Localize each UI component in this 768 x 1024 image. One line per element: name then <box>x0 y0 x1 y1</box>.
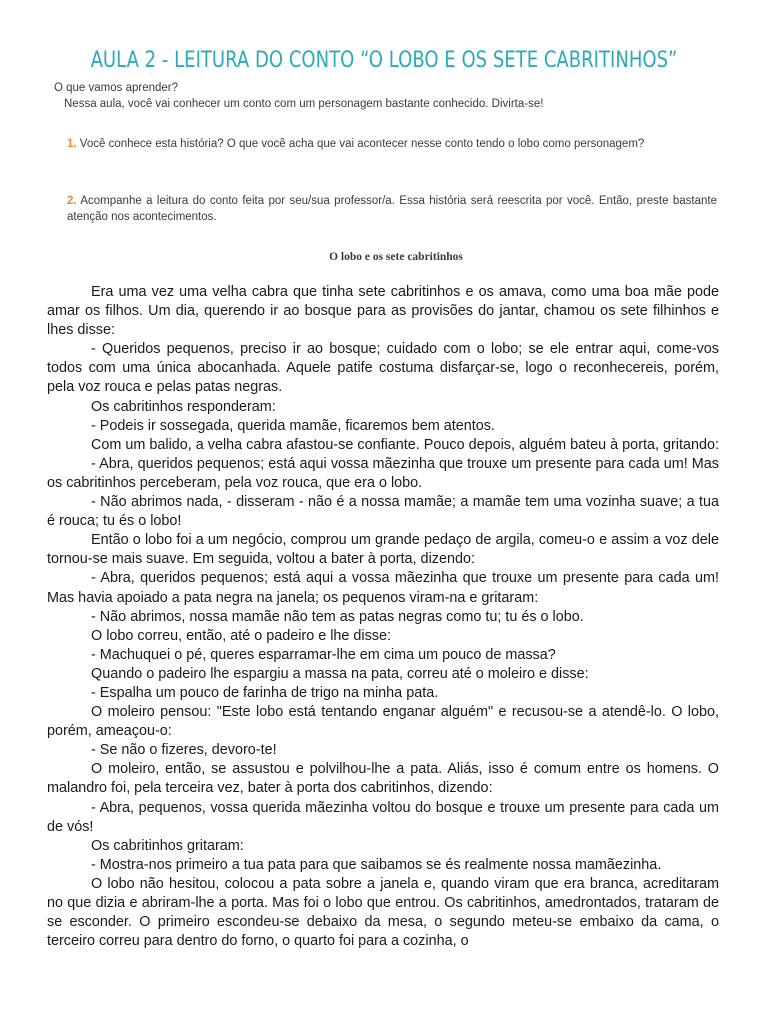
story-paragraph: - Machuquei o pé, queres esparramar-lhe em cima um pouco de massa? <box>91 646 556 663</box>
story-paragraph: Os cabritinhos responderam: <box>91 398 276 415</box>
story-paragraph: - Espalha um pouco de farinha de trigo na minha pata. <box>91 684 439 701</box>
story-paragraph: - Não abrimos nada, - disseram - não é a nossa mamãe; a mamãe tem uma vozinha suave; a tua é rouca; tu és o lobo! <box>47 494 719 530</box>
story-title: O lobo e os sete cabritinhos <box>329 251 463 263</box>
task-2-number: 2. <box>67 195 77 207</box>
story-paragraph: - Abra, pequenos, vossa querida mãezinha voltou do bosque e trouxe um presente para cada um de vós! <box>47 799 719 835</box>
story-body <box>47 283 719 951</box>
task-1-number: 1. <box>67 138 77 150</box>
task-2 <box>67 193 717 225</box>
story-paragraph: - Podeis ir sossegada, querida mamãe, ficaremos bem atentos. <box>91 417 495 434</box>
story-paragraph: Com um balido, a velha cabra afastou-se confiante. Pouco depois, alguém bateu à porta, gritando: <box>91 436 719 453</box>
story-paragraph: Então o lobo foi a um negócio, comprou um grande pedaço de argila, comeu-o e assim a voz dele tornou-se mais suave. Em seguida, voltou a bater à porta, dizendo: <box>47 532 719 568</box>
lesson-title: AULA 2 - LEITURA DO CONTO “O LOBO E OS SETE CABRITINHOS” <box>90 48 678 73</box>
story-paragraph: - Se não o fizeres, devoro-te! <box>91 742 277 759</box>
story-paragraph: O moleiro, então, se assustou e polvilhou-lhe a pata. Aliás, isso é comum entre os homens. O malandro foi, pela terceira vez, bater à porta dos cabritinhos, dizendo: <box>47 761 719 797</box>
story-paragraph: Era uma vez uma velha cabra que tinha sete cabritinhos e os amava, como uma boa mãe pode amar os filhos. Um dia, querendo ir ao bosque para as provisões do jantar, chamou os sete filhinhos e lhes disse: <box>47 284 719 339</box>
task-1 <box>67 136 717 152</box>
intro-text: Nessa aula, você vai conhecer um conto com um personagem bastante conhecido. Divirta-se! <box>64 98 544 110</box>
task-2-text: Acompanhe a leitura do conto feita por seu/sua professor/a. Essa história será reescrita por você. Então, preste bastante atenção nos acontecimentos. <box>67 195 718 223</box>
story-paragraph: Quando o padeiro lhe espargiu a massa na pata, correu até o moleiro e disse: <box>91 665 589 682</box>
story-paragraph: Os cabritinhos gritaram: <box>91 837 244 854</box>
story-paragraph: - Não abrimos, nossa mamãe não tem as patas negras como tu; tu és o lobo. <box>91 608 584 625</box>
task-1-text: Você conhece esta história? O que você acha que vai acontecer nesse conto tendo o lobo como personagem? <box>79 138 645 150</box>
story-paragraph: - Mostra-nos primeiro a tua pata para que saibamos se és realmente nossa mamãezinha. <box>91 856 662 873</box>
story-paragraph: O lobo não hesitou, colocou a pata sobre a janela e, quando viram que era branca, acreditaram no que dizia e abriram-lhe a porta. Mas foi o lobo que entrou. Os cabritinhos, amedrontados, trataram de se esconder. O primeiro escondeu-se debaixo da mesa, o segundo meteu-se embaixo da cama, o terceiro correu para dentro do forno, o quarto foi para a cozinha, o <box>47 875 719 950</box>
story-paragraph: - Queridos pequenos, preciso ir ao bosque; cuidado com o lobo; se ele entrar aqui, come-vos todos com uma única abocanhada. Aquele patife costuma disfarçar-se, logo o reconhecereis, porém, pela voz rouca e pelas patas negras. <box>47 341 719 396</box>
story-paragraph: O moleiro pensou: "Este lobo está tentando enganar alguém" e recusou-se a atendê-lo. O lobo, porém, ameaçou-o: <box>47 704 719 740</box>
intro-section <box>54 80 734 112</box>
intro-question: O que vamos aprender? <box>54 82 179 94</box>
story-paragraph: - Abra, queridos pequenos; está aqui a vossa mãezinha que trouxe um presente para cada um! Mas havia apoiado a pata negra na janela; os pequenos viram-na e gritaram: <box>47 570 719 606</box>
story-paragraph: - Abra, queridos pequenos; está aqui vossa mãezinha que trouxe um presente para cada um! Mas os cabritinhos perceberam, pela voz rouca, que era o lobo. <box>47 455 719 491</box>
story-paragraph: O lobo correu, então, até o padeiro e lhe disse: <box>91 627 391 644</box>
